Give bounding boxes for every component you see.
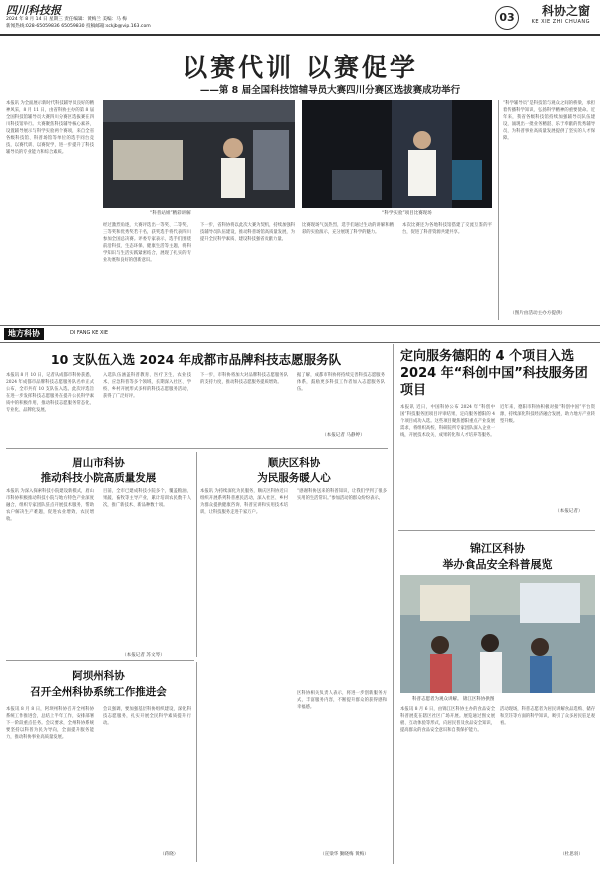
art6-caption: 科普志愿者为观众讲解。 锦江区科协供图 [412,697,495,702]
art2-title: 定向服务德阳的 4 个项目入选 2024 年“科创中国”科技服务团项目 [400,349,588,398]
lead-subtitle: ——第 8 届全国科技馆辅导员大赛四川分赛区选拔赛成功举行 [199,85,461,96]
art1-text4: 据了解，成都市科协将持续完善科技志愿服务体系，鼓励更多科技工作者加入志愿服务队伍。 [297,373,385,392]
art3-text2: 目前，全市已建成科技小院多个，覆盖粮油、果蔬、畜牧等主导产业，累计培训农民数千人次，推广新技术、新品种数十项。 [103,489,191,508]
art5-title-line2: 召开全州科协系统工作推进会 [30,686,167,698]
art1-signature: （本报记者 马静婷） [322,433,365,438]
explainer-photo [103,100,295,208]
art5-signature: （蒋晓） [160,852,179,857]
art5-text2: 会议强调，要加强基层科协组织建设，深化科技志愿服务，扎实开展全民科学素质提升行动。 [103,707,191,726]
lead-col3: 下一步，省科协将以此次大赛为契机，持续加强科技辅导员队伍建设，推动科普场馆高质量发展，为提升全民科学素质、建设科技强省贡献力量。 [200,223,295,242]
art3-text1: 本报讯 为深入探索科技小院建设新模式，眉山市科协积极推动科技小院与地方特色产业深度融合，组织专家团队驻点开展技术服务，帮助农户解决生产难题，促进农业增效、农民增收。 [6,489,94,522]
band-subtitle: DI FANG KE XIE [70,330,109,336]
section-subtitle: KE XIE ZHI CHUANG [531,19,590,25]
art6-text2: 活动现场，科普志愿者为居民讲解食品选购、储存和烹饪等方面的科学知识，吸引了众多居民驻足观看。 [500,707,595,726]
art5-title-line1: 阿坝州科协 [72,670,125,682]
paper-name: 四川科技报 [6,4,61,17]
art1-text1: 本报讯 8 月 10 日，记者从成都市科协获悉，2024 年成都市品牌科技志愿服务队名单正式公布，全市共有 10 支队伍入选。此次评选旨在进一步发挥科技志愿服务在提升公民科学素质中的积极作用，推动科技志愿服务常态化、专业化、品牌化发展。 [6,373,94,413]
lead-title: 以赛代训 以赛促学 [182,53,418,82]
lead-caption-2: “科学实验”项目比赛现场 [382,211,432,216]
lead-photo-2 [302,100,492,208]
lead-col5: 本次比赛还为各地科技馆搭建了交流互鉴的平台，促进了科普资源共建共享。 [402,223,492,235]
art4-text3: 区科协相关负责人表示，将进一步创新服务方式，丰富服务内容，不断提升群众的获得感和幸福感。 [297,691,387,710]
art4-text1: 本报讯 为持续深化为民服务，顺庆区科协近日组织开展系列科普惠民活动，深入社区、乡村为群众提供健康咨询、科普宣讲和实用技术培训，让科技服务走进千家万户。 [200,489,288,515]
page-number: 03 [495,6,519,30]
lead-col2: 经过激烈角逐，大赛评选出一等奖、二等奖、三等奖和优秀奖若干名，获奖选手将代表四川参加全国总决赛。评委专家表示，选手们围绕前沿科技、生态环保、健康生活等主题，将科学知识与生活实践紧密结合，展现了扎实的专业功底和良好的创新意识。 [103,223,191,263]
art2-signature: （本报记者） [555,509,583,514]
art1-text3: 下一步，市科协将加大对品牌科技志愿服务队的支持力度，推动科技志愿服务提质增效。 [200,373,288,385]
masthead [0,0,600,36]
art1-title: 10 支队伍入选 2024 年成都市品牌科技志愿服务队 [50,352,342,367]
section-title: 科协之窗 [541,4,590,18]
art5-text1: 本报讯 8 月 8 日，阿坝州科协召开全州科协系统工作推进会，总结上半年工作，安排部署下一阶段重点任务。会议要求，全州科协系统要坚持以科普为民为导向，全面提升服务能力，推动科协事业高质量发展。 [6,707,94,740]
lead-side-text: “科学辅导员”是科技馆与观众之间的桥梁，承担着传播科学知识、弘扬科学精神的重要使命。近年来，我省各级科技馆持续加强辅导员队伍建设，涌现出一批业务精湛、乐于奉献的优秀辅导员，为科普事业高质量发展提供了坚实的人才保障。 [503,101,595,141]
exhibition-photo [400,575,595,693]
section-band [0,325,600,343]
art2-text2: 近年来，德阳市科协积极对接“科创中国”平台资源，持续深化科技经济融合发展，助力地方产业转型升级。 [500,405,595,424]
art2-text1: 本报讯 近日，中国科协公布 2024 年“科创中国”科技服务团项目评审结果，定向服务德阳的 4 个项目成功入选。这些项目聚焦德阳重点产业发展需求，将组织高校、科研院所专家团队深入企业一线，开展技术攻关、成果转化和人才培养等服务。 [400,405,495,438]
art1-text2: 入选队伍涵盖科普教育、医疗卫生、农业技术、应急科普等多个领域，长期深入社区、学校、乡村开展形式多样的科技志愿服务活动，获得了广泛好评。 [103,373,191,399]
art4-title-line2: 为民服务暖人心 [257,472,331,484]
art4-text2: “感谢科协送来的科普知识，让我们学到了很多实用的生活常识。”参加活动的群众纷纷表示。 [297,489,387,501]
date-line: 2024 年 8 月 14 日 星期三 责任编辑：黄梅兰 美编：马 梅 [6,17,127,22]
art3-signature: （本报记者 苏文琴） [122,653,165,658]
art6-signature: （杜思羽） [560,852,583,857]
contact-line: 新闻热线:028-65059836 65059830 投稿邮箱:sckjb@vip.163.com [6,24,151,29]
art6-title-line1: 锦江区科协 [470,542,525,555]
art6-photo [400,575,595,693]
art4-title-line1: 顺庆区科协 [267,457,321,469]
art3-title-line1: 眉山市科协 [72,457,125,469]
lead-side-signature: （图片由活动主办方提供） [510,311,566,316]
art6-text1: 本报讯 8 月 6 日，由锦江区科协主办的食品安全科普展览在辖区社区广场开展。展览通过图文展板、互动体验等形式，向居民普及食品安全知识，提高群众的食品安全意识和自我保护能力。 [400,707,495,733]
lead-col1: 本报讯 为全面展示新时代科技辅导员良好的精神风采，8 月 11 日，由省科协主办的第 8 届全国科技馆辅导员大赛四川分赛区选拔赛在四川科技馆举行。大赛聚焦科技辅导核心素养，设置辅导展示与科学实验两个赛项，来自全省各级科技馆、科普场馆等单位的选手同台竞技，以赛代训、以赛促学，进一步提升了科技辅导员的专业能力和综合素质。 [6,101,94,155]
band-tag: 地方科协 [4,328,44,340]
lead-col4: 比赛现场气氛热烈，选手们通过生动的讲解和精彩的实验演示，充分展现了科学的魅力。 [302,223,394,235]
art6-title-line2: 举办食品安全科普展览 [442,558,553,571]
experiment-photo [302,100,492,208]
art3-title-line2: 推动科技小院高质量发展 [40,472,157,484]
lead-photo-1 [103,100,295,208]
art4-signature: （宣梁华 勤晓梅 黄梅） [320,852,369,857]
lead-caption-1: “科普站姐”精彩讲解 [150,211,191,216]
